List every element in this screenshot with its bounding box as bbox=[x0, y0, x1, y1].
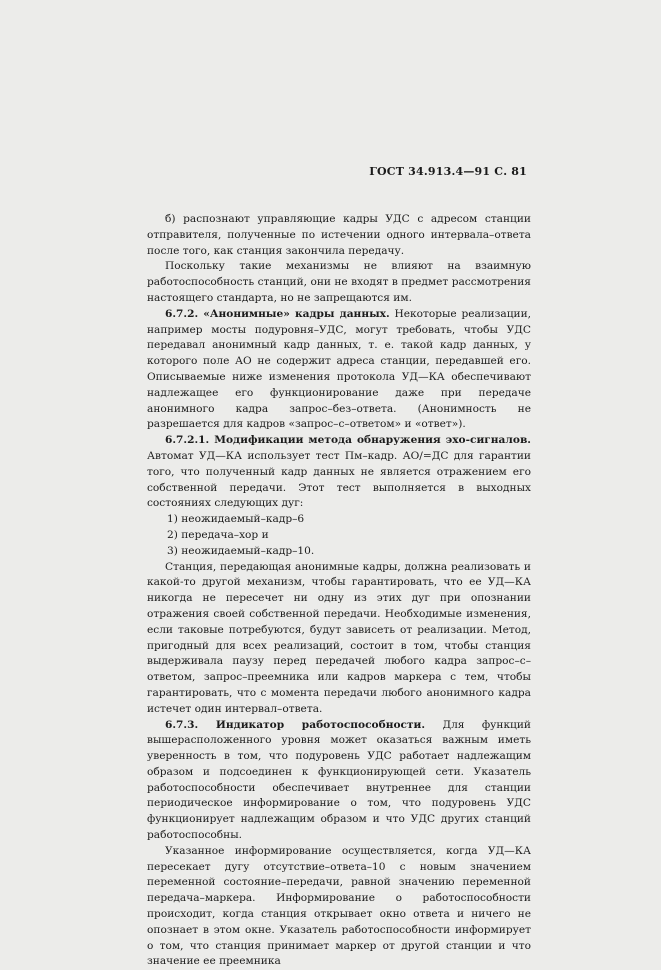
section-paragraph: 6.7.2.1. Модификации метода обнаружения эхо-сигналов. Автомат УД—КА использует тест Пм–кадр. АО/=ДС для гарантии того, что полученный кадр данных не является отражением его собственной передачи. Этот тест выполняется в выходных состояниях следующих дуг: bbox=[147, 434, 531, 510]
section-heading: 6.7.2. «Анонимные» кадры данных. bbox=[165, 307, 390, 320]
paragraph: Указанное информирование осуществляется, когда УД—КА пересекает дугу отсутствие–ответа–10 с новым значением переменной состояние–передачи, равной значению переменной передача–маркера. Информирование о работоспособности происходит, когда станция открывает окно ответа и ничего не опознает в этом окне. Указатель работоспособности информирует о том, что станция принимает маркер от другой станции и что значение ее преемника bbox=[147, 844, 531, 968]
section-heading: 6.7.3. Индикатор работоспособности. bbox=[165, 718, 426, 731]
body-text bbox=[147, 212, 531, 970]
section-heading: 6.7.2.1. Модификации метода обнаружения эхо-сигналов. bbox=[165, 434, 531, 447]
section-paragraph: 6.7.2. «Анонимные» кадры данных. Некоторые реализации, например мосты подуровня–УДС, могут требовать, чтобы УДС передавал анонимный кадр данных, т. е. такой кадр данных, у которого поле АО не содержит адреса станции, передавшей его. Описываемые ниже изменения протокола УД—КА обеспечивают надлежащее его функционирование даже при передаче анонимного кадра запрос–без–ответа. (Анонимность не разрешается для кадров «запрос–с–ответом» и «ответ»). bbox=[147, 307, 531, 431]
list-item: 3) неожидаемый–кадр–10. bbox=[167, 544, 315, 557]
paragraph: б) распознают управляющие кадры УДС с адресом станции отправителя, полученные по истечении одного интервала–ответа после того, как станция закончила передачу. bbox=[147, 213, 531, 257]
paragraph: Станция, передающая анонимные кадры, должна реализовать и какой-то другой механизм, чтобы гарантировать, что ее УД—КА никогда не пересечет ни одну из этих дуг при опознании отражения своей собственной передачи. Необходимые изменения, если таковые потребуются, будут зависеть от реализации. Метод, пригодный для всех реализаций, состоит в том, чтобы станция выдерживала паузу перед передачей любого кадра запрос–с–ответом, запрос–преемника или кадров маркера с тем, чтобы гарантировать, что с момента передачи любого анонимного кадра истечет один интервал–ответа. bbox=[147, 560, 531, 715]
section-paragraph: 6.7.3. Индикатор работоспособности. Для функций вышерасположенного уровня может оказаться важным иметь уверенность в том, что подуровень УДС работает надлежащим образом и подсоединен к функционирующей сети. Указатель работоспособности обеспечивает внутреннее для станции периодическое информирование о том, что подуровень УДС функционирует надлежащим образом и что УДС других станций работоспособны. bbox=[147, 718, 531, 842]
page-header: ГОСТ 34.913.4—91 С. 81 bbox=[369, 165, 527, 178]
list-item: 1) неожидаемый–кадр–6 bbox=[167, 513, 305, 526]
paragraph: Поскольку такие механизмы не влияют на взаимную работоспособность станций, они не входят в предмет рассмотрения настоящего стандарта, но не запрещаются им. bbox=[147, 260, 531, 304]
list-item: 2) передача–хор и bbox=[167, 528, 269, 541]
